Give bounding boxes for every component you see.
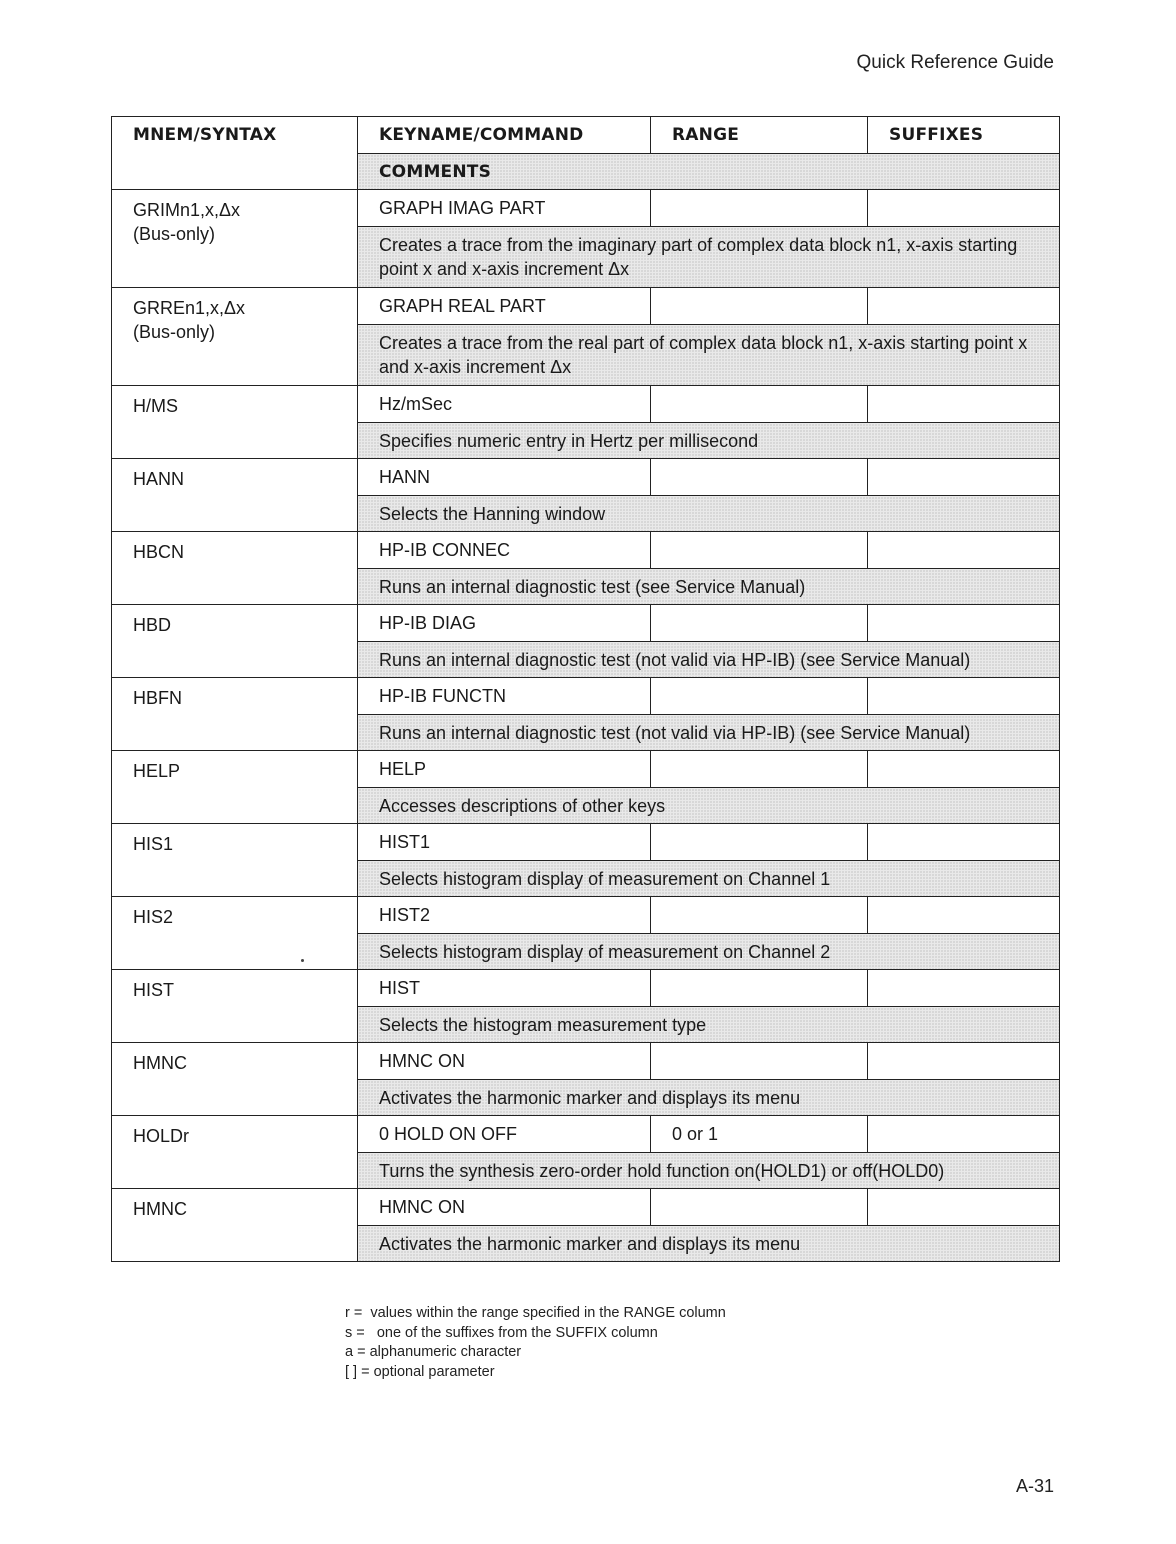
comment-cell: Selects the Hanning window <box>358 496 1060 532</box>
suffixes-cell <box>868 605 1060 642</box>
range-cell <box>651 824 868 861</box>
suffixes-cell <box>868 459 1060 496</box>
table-row <box>112 386 1060 423</box>
mnemonic-cell <box>112 1116 358 1189</box>
table-row <box>112 751 1060 788</box>
mnemonic-cell <box>112 532 358 605</box>
mnemonic-syntax: HMNC <box>133 1199 187 1219</box>
keyname-cell: HIST1 <box>358 824 651 861</box>
mnemonic-cell <box>112 459 358 532</box>
column-header-keyname: KEYNAME/COMMAND <box>358 117 651 154</box>
legend-item: a = alphanumeric character <box>345 1344 522 1360</box>
range-cell <box>651 190 868 227</box>
keyname-cell: HMNC ON <box>358 1189 651 1226</box>
mnemonic-cell <box>112 1043 358 1116</box>
mnemonic-cell <box>112 190 358 288</box>
suffixes-cell <box>868 897 1060 934</box>
table-row <box>112 1189 1060 1226</box>
table-row <box>112 288 1060 325</box>
mnemonic-syntax: GRIMn1,x,Δx <box>133 200 241 220</box>
table-row <box>112 190 1060 227</box>
table-row <box>112 897 1060 934</box>
comment-cell: Creates a trace from the real part of complex data block n1, x-axis starting point x and x-axis increment Δx <box>358 325 1060 386</box>
mnemonic-syntax: HBCN <box>133 542 185 562</box>
comment-cell: Turns the synthesis zero-order hold function on(HOLD1) or off(HOLD0) <box>358 1153 1060 1189</box>
keyname-cell: Hz/mSec <box>358 386 651 423</box>
range-cell <box>651 605 868 642</box>
mnemonic-note: (Bus-only) <box>133 322 216 342</box>
keyname-cell: HP-IB DIAG <box>358 605 651 642</box>
mnemonic-cell <box>112 970 358 1043</box>
mnemonic-syntax: HANN <box>133 469 185 489</box>
mnemonic-syntax: HMNC <box>133 1053 187 1073</box>
keyname-cell: HELP <box>358 751 651 788</box>
range-cell <box>651 751 868 788</box>
column-header-suffixes: SUFFIXES <box>868 117 1060 154</box>
mnemonic-cell <box>112 288 358 386</box>
mnemonic-cell <box>112 897 358 970</box>
running-title: Quick Reference Guide <box>856 52 1054 73</box>
comment-cell: Creates a trace from the imaginary part of complex data block n1, x-axis starting point x and x-axis increment Δx <box>358 227 1060 288</box>
range-cell <box>651 288 868 325</box>
keyname-cell: GRAPH IMAG PART <box>358 190 651 227</box>
quick-reference-table <box>111 116 1060 1262</box>
range-cell <box>651 1189 868 1226</box>
mnemonic-cell <box>112 386 358 459</box>
legend-item: [ ] = optional parameter <box>345 1363 495 1380</box>
mnemonic-syntax: HBFN <box>133 688 182 708</box>
mnemonic-cell <box>112 751 358 824</box>
suffixes-cell <box>868 1189 1060 1226</box>
mnemonic-syntax: HELP <box>133 761 181 781</box>
mnemonic-syntax: H/MS <box>133 396 178 416</box>
table-row <box>112 605 1060 642</box>
comment-cell: Runs an internal diagnostic test (see Service Manual) <box>358 569 1060 605</box>
range-cell <box>651 1043 868 1080</box>
mnemonic-syntax: HIS1 <box>133 834 174 854</box>
table-row <box>112 824 1060 861</box>
mnemonic-syntax: HOLDr <box>133 1126 190 1146</box>
range-cell: 0 or 1 <box>651 1116 868 1153</box>
range-cell <box>651 459 868 496</box>
mnemonic-cell <box>112 824 358 897</box>
mnemonic-note: (Bus-only) <box>133 224 216 244</box>
comment-cell: Runs an internal diagnostic test (not valid via HP-IB) (see Service Manual) <box>358 715 1060 751</box>
suffixes-cell <box>868 970 1060 1007</box>
suffixes-cell <box>868 1116 1060 1153</box>
legend <box>345 1304 726 1382</box>
keyname-cell: GRAPH REAL PART <box>358 288 651 325</box>
comment-cell: Selects histogram display of measurement on Channel 1 <box>358 861 1060 897</box>
mnemonic-cell <box>112 678 358 751</box>
table-row <box>112 970 1060 1007</box>
comment-cell: Activates the harmonic marker and displays its menu <box>358 1226 1060 1262</box>
suffixes-cell <box>868 386 1060 423</box>
comment-cell: Activates the harmonic marker and displays its menu <box>358 1080 1060 1116</box>
page-number: A-31 <box>1015 1476 1054 1496</box>
suffixes-cell <box>868 678 1060 715</box>
table-row <box>112 532 1060 569</box>
keyname-cell: HP-IB CONNEC <box>358 532 651 569</box>
table-row <box>112 459 1060 496</box>
keyname-cell: HIST <box>358 970 651 1007</box>
mnemonic-syntax: GRREn1,x,Δx <box>133 298 246 318</box>
suffixes-cell <box>868 532 1060 569</box>
keyname-cell: 0 HOLD ON OFF <box>358 1116 651 1153</box>
column-header-comments: COMMENTS <box>358 154 1060 190</box>
scan-speck <box>301 959 304 962</box>
suffixes-cell <box>868 288 1060 325</box>
comment-cell: Accesses descriptions of other keys <box>358 788 1060 824</box>
range-cell <box>651 970 868 1007</box>
suffixes-cell <box>868 824 1060 861</box>
range-cell <box>651 678 868 715</box>
range-cell <box>651 532 868 569</box>
mnemonic-cell <box>112 1189 358 1262</box>
column-header-mnem: MNEM/SYNTAX <box>112 117 358 190</box>
table-row <box>112 678 1060 715</box>
suffixes-cell <box>868 190 1060 227</box>
range-cell <box>651 386 868 423</box>
legend-item: r = values within the range specified in the RANGE column <box>345 1305 726 1321</box>
keyname-cell: HMNC ON <box>358 1043 651 1080</box>
table-row <box>112 1116 1060 1153</box>
column-header-range: RANGE <box>651 117 868 154</box>
comment-cell: Selects histogram display of measurement on Channel 2 <box>358 934 1060 970</box>
mnemonic-syntax: HBD <box>133 615 172 635</box>
suffixes-cell <box>868 1043 1060 1080</box>
suffixes-cell <box>868 751 1060 788</box>
keyname-cell: HIST2 <box>358 897 651 934</box>
legend-item: s = one of the suffixes from the SUFFIX column <box>345 1324 658 1341</box>
mnemonic-syntax: HIST <box>133 980 175 1000</box>
comment-cell: Specifies numeric entry in Hertz per millisecond <box>358 423 1060 459</box>
keyname-cell: HANN <box>358 459 651 496</box>
mnemonic-syntax: HIS2 <box>133 907 174 927</box>
range-cell <box>651 897 868 934</box>
comment-cell: Runs an internal diagnostic test (not valid via HP-IB) (see Service Manual) <box>358 642 1060 678</box>
keyname-cell: HP-IB FUNCTN <box>358 678 651 715</box>
mnemonic-cell <box>112 605 358 678</box>
table-row <box>112 1043 1060 1080</box>
comment-cell: Selects the histogram measurement type <box>358 1007 1060 1043</box>
